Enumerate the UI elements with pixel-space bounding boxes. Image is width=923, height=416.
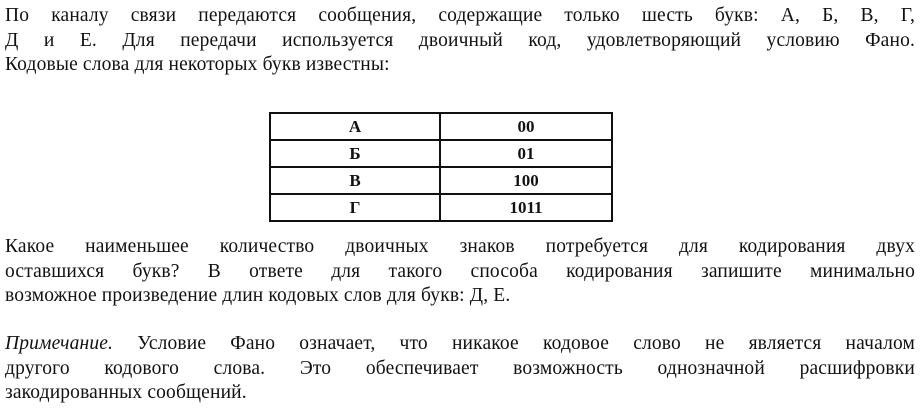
letter-cell: Б	[270, 140, 440, 167]
table-row	[270, 194, 612, 221]
letter-cell: А	[270, 113, 440, 140]
table-row	[270, 113, 612, 140]
code-cell: 100	[440, 167, 612, 194]
question-line-1: Какое наименьшее количество двоичных знаков потребуется для кодирования двух	[5, 236, 915, 257]
code-cell: 00	[440, 113, 612, 140]
table-row	[270, 167, 612, 194]
note-label: Примечание.	[5, 333, 114, 354]
note-line-3: закодированных сообщений.	[5, 382, 247, 403]
code-cell: 1011	[440, 194, 612, 221]
code-cell: 01	[440, 140, 612, 167]
note-line-1	[5, 332, 915, 357]
intro-line-3: Кодовые слова для некоторых букв известны:	[5, 54, 390, 75]
note-line-2: другого кодового слова. Это обеспечивает возможность однозначной расшифровки	[5, 357, 915, 379]
intro-line-1: По каналу связи передаются сообщения, содержащие только шесть букв: А, Б, В, Г,	[5, 5, 915, 26]
note-line-1-text: Условие Фано означает, что никакое кодовое слово не является началом	[113, 333, 915, 354]
letter-cell: Г	[270, 194, 440, 221]
note-paragraph	[5, 332, 915, 406]
question-line-3: возможное произведение длин кодовых слов для букв: Д, Е.	[5, 285, 511, 306]
code-table	[269, 112, 613, 222]
intro-paragraph	[5, 4, 915, 78]
letter-cell: В	[270, 167, 440, 194]
intro-line-2: Д и Е. Для передачи используется двоичный код, удовлетворяющий условию Фано.	[5, 29, 915, 51]
question-paragraph	[5, 235, 915, 309]
code-table-container	[269, 112, 613, 222]
table-row	[270, 140, 612, 167]
question-line-2: оставшихся букв? В ответе для такого способа кодирования запишите минимально	[5, 260, 915, 282]
